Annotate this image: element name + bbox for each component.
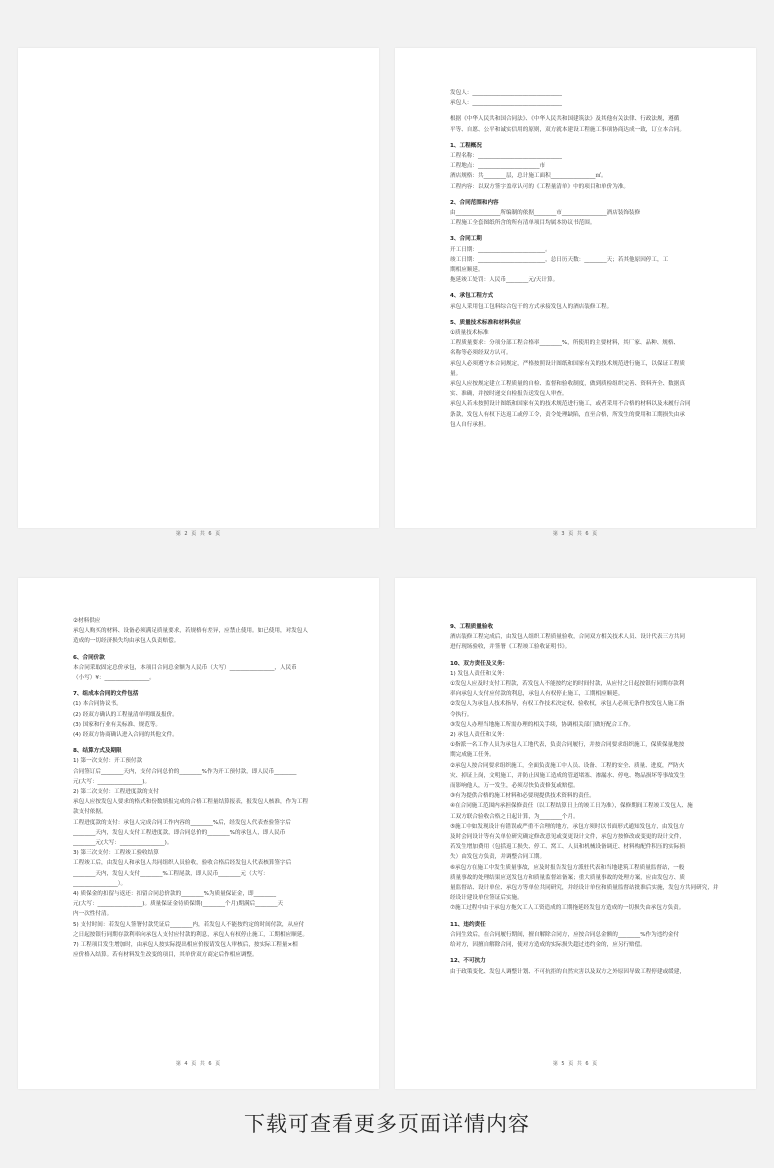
text-line: 进行现场验收，并签署《工程竣工验收证明书》。 [450, 644, 571, 651]
text-line: 工程名称：______________________________ [450, 153, 562, 160]
text-line: (3) 国家和行业有关标准、规范等。 [73, 721, 162, 728]
text-line: （小写）¥：________________。 [73, 675, 155, 682]
text-line: (4) 经双方协商确认进入合同的其他文件。 [73, 732, 178, 739]
text-line: ①发包人应及时支付工程款，若发包人不能按约定的时间付款，从应付之日起按银行同期存款利 [450, 681, 685, 688]
text-line: 失）由发包方负责，并调整合同工期。 [450, 854, 546, 861]
text-line: 令执行。 [450, 711, 473, 718]
text-line: 平等、自愿、公平和诚实信用的原则，双方就本建设工程施工事项协商达成一致，订立本合同。 [450, 126, 685, 133]
text-line: 4) 质保金的扣留与返还：扣留合同总价款的________%为质量保证金，即________ [73, 891, 277, 898]
text-line: ________元(大写：________________)。 [73, 840, 173, 847]
text-line: 本合同采取固定总价承包，本项目合同总金额为人民币（大写）________________，人民币 [73, 664, 297, 671]
text-line: ________天内，发包人支付________%工程尾款，即人民币________元（大写： [73, 870, 269, 877]
text-line: 给对方，因擅自解除合同，使对方造成的实际损失超过违约金的，应另行赔偿。 [450, 942, 646, 949]
section-heading: 4、承包工程方式 [450, 293, 494, 300]
text-line: 3) 第三次支付：工程竣工验收结算 [73, 850, 159, 857]
text-line: 承包人购买的材料、设备必须满足质量要求，若规格有差异，应禁止使用。如已使用，对发包人 [73, 628, 308, 635]
text-line: 及时会同设计等有关单位研究确定修改意见或变更设计文件，承包方按修改或变更的设计文件， [450, 834, 685, 841]
page-content [450, 616, 728, 977]
text-line: 元(大写：________________)。 [73, 778, 151, 785]
page-footer: 第 3 页 共 6 页 [552, 531, 599, 537]
page-footer: 第 2 页 共 6 页 [175, 531, 222, 537]
text-line: 承包人应按发包人要求的格式和份数填报完成的合格工程量结算报表，报发包人核准，作为工程 [73, 799, 308, 806]
text-line: 内一次性付清。 [73, 911, 113, 918]
text-line: 经设计建设单位签证后实施。 [450, 895, 523, 902]
text-line: ②承包人按合同要求组织施工，全面负责施工中人员、设备、工程的安全、质量、进度，严防火 [450, 762, 685, 769]
section-heading: 9、工程质量验收 [450, 624, 494, 630]
text-line: 量监督站、设计单位、承包方等单位共同研究，并经设计单位和质量监督站批准后实施，发包方共同研究，并 [450, 885, 719, 892]
text-line: 根据《中华人民共和国合同法》、《中华人民共和国建筑法》及其他有关法律、行政法规，遵循 [450, 116, 680, 123]
text-line: 酒店装修工程完成后，由发包人组织工程质量验收，合同双方相关技术人员、设计代表三方共同 [450, 634, 685, 641]
text-line: 而影响他人，万一发生，必须尽快负责修复或赔偿。 [450, 783, 579, 790]
text-line: 量。 [450, 370, 462, 377]
text-line: 开工日期：________________________。 [450, 246, 551, 253]
page-footer: 第 5 页 共 6 页 [552, 1061, 599, 1067]
section-heading: 6、合同价款 [73, 654, 105, 661]
text-line: ②发包人为承包人技术指导，有权工作技术决定权、验收权，承包人必须无条件按发包人施工指 [450, 701, 685, 708]
text-line: (2) 经双方确认的工程量清单明细及报价。 [73, 711, 178, 718]
section-heading: 10、双方责任及义务： [450, 660, 509, 667]
text-line: 造成的一切经济损失均由承包人负责赔偿。 [73, 638, 180, 645]
section-heading: 3、合同工期 [450, 236, 482, 243]
text-line: 元(大写：________________)。质量保证金待质保期(________个月)期满后________天 [73, 901, 284, 908]
download-caption[interactable]: 下载可查看更多页面详情内容 [244, 1112, 530, 1136]
text-line: 条款，发包人有权下达返工或停工令，责令处理缺陷，直至合格，所发生的费用和工期损失由承 [450, 411, 685, 418]
text-line: 5) 支付时间：若发包人签署付款凭证后________内，若发包人不能按约定的时间付款，从应付 [73, 921, 305, 928]
document-page-4 [18, 578, 379, 1089]
text-line: 1) 发包人责任和义务： [450, 670, 508, 677]
text-line: 期完成施工任务。 [450, 752, 495, 759]
text-line: 由________________所编制的依据________市________________酒店装饰装修 [450, 210, 641, 217]
text-line: 工程质量要求：分项分部工程合格率________%，所使用的主要材料，其厂家、品种、规格、 [450, 340, 680, 347]
text-line: ⑦施工过程中由于承包方拖欠工人工资造成的工期拖延经发包方造成的一切损失由承包方负责。 [450, 905, 685, 912]
text-line: 包人自行承担。 [450, 421, 490, 428]
text-line: 工程地点：______________________市 [450, 163, 546, 170]
text-line: (1) 本合同协议书。 [73, 701, 122, 708]
section-heading: 2、合同范围和内容 [450, 199, 499, 206]
text-line: 由于政策变化、发包人调整计划、不可抗拒的自然灾害以及双方之外原因导致工程停建或缓建， [450, 968, 685, 975]
text-line: 合同生效后，在合同履行期间，擅自解除合同方，应按合同总金额的________%作为违约金付 [450, 931, 680, 938]
document-page-3 [395, 48, 756, 537]
text-line: 承包人应按规定建立工程质量的自检、监督和验收制度，做到质检组织完善、资料齐全、数据真 [450, 381, 685, 388]
text-line: 质量事故的处理结果应送发包方和质量监督站备案；重大质量事故的处理方案，应由发包方、质 [450, 874, 685, 881]
text-line: 7) 工程项目发生增加时，由承包人按实际提出相应价报请发包人审核后，按实际工程量×相 [73, 942, 298, 949]
text-line: 款支付依据。 [73, 809, 107, 816]
text-line: 率向承包人支付应付款的利息，承包人有权停止施工，工期相应顺延。 [450, 691, 624, 698]
text-line: 之日起按银行同期存款利率向承包人支付应付款的利息，承包人有权停止施工，工期相应顺延。 [73, 931, 308, 938]
text-line: 若发生增加费用（包括返工损失、停工、窝工、人员和机械设备调迁、材料构配件积压的实际损 [450, 844, 685, 851]
section-heading: 12、不可抗力 [450, 958, 486, 965]
text-line: 承包人采用包工包料综合包干的方式承接发包人的酒店装修工程。 [450, 303, 613, 310]
text-line: ________________）。 [73, 880, 127, 887]
page-content [73, 616, 351, 961]
text-line: ①指派一名工作人员为承包人工地代表，负责合同履行，并按合同要求组织施工，保质保量地按 [450, 742, 685, 749]
text-line: 酒店规格：共________层，总计施工面积________________㎡。 [450, 173, 607, 180]
text-line: 承包人若未按照设计图纸和国家有关的技术规范进行施工，或者采用不合格的材料以及未履行合同 [450, 401, 691, 408]
section-heading: 5、质量技术标准和材料供应 [450, 319, 522, 326]
section-heading: 11、违约责任 [450, 921, 486, 928]
text-line: 灾、掉证上岗，文明施工，并防止因施工造成的管道堵塞、渗漏水、停电、物品损坏等事故发生 [450, 772, 685, 779]
text-line: 承包人必须遵守本合同规定，严格按照设计图纸和国家有关的技术规范进行施工，以保证工程质 [450, 360, 685, 367]
text-line: ________天内，发包人支付工程进度款，即合同总价的________%的承包人，即人民币 [73, 829, 286, 836]
text-line: ⑤施工中如发现设计有错误或严重不合理的地方，承包方须时以书面形式通知发包方，由发包方 [450, 823, 685, 830]
document-page-5 [395, 578, 756, 1089]
text-line: 承包人：________________________________ [450, 100, 562, 107]
text-line: 工程进度款的支付：承包人完成合同工作内容的________%后，经发包人代表查验签字后 [73, 819, 291, 826]
section-heading: 1、工程概况 [450, 142, 482, 149]
text-line: ③有为提供合格的施工材料和必要现提供技术资料的责任。 [450, 793, 595, 800]
text-line: 1) 第一次支付：开工预付款 [73, 758, 143, 765]
text-line: 拖延竣工处罚：人民币________元/天计算。 [450, 277, 559, 284]
text-line: 名称等必须经双方认可。 [450, 350, 512, 357]
text-line: ⑥承包方在施工中发生质量事故，应及时报告发包方派驻代表和当地建筑工程质量监督站，一般 [450, 864, 685, 871]
text-line: 2) 第二次支付：工程进度款的支付 [73, 789, 159, 796]
text-line: ④在合同施工范围内承担保修责任（以工程结算日上的竣工日为准），保修期间工程竣工发包人、施 [450, 803, 693, 810]
document-page-2 [18, 48, 379, 537]
text-line: 工程内容：以双方签字盖章认可的《工程量清单》中的项目和单价为准。 [450, 183, 630, 190]
text-line: 工程施工全套图纸所含的所有清单项目均属本协议书范围。 [450, 220, 596, 227]
text-line: 合同签订后________天内，支付合同总价的________%作为开工预付款，即人民币________ [73, 768, 297, 775]
page-footer: 第 4 页 共 6 页 [175, 1061, 222, 1067]
section-heading: 8、结算方式及期限 [73, 748, 122, 755]
page-content [450, 88, 728, 430]
text-line: 应价格入结算。若有材料发生改变的项目，其单价双方商定后作相应调整。 [73, 952, 258, 959]
text-line: 期相应顺延。 [450, 267, 484, 274]
section-heading: 7、组成本合同的文件包括 [73, 691, 139, 698]
text-line: 发包人：________________________________ [450, 90, 562, 96]
text-line: 竣工日期：________________________，总日历天数：________天；若其他原因停工，工 [450, 256, 669, 263]
text-line: ①质量技术标准 [450, 330, 489, 337]
text-line: 实、准确，并按时递交自检报告送发包人审查。 [450, 391, 568, 398]
text-line: ②材料供应 [73, 618, 101, 624]
text-line: 工程竣工后，由发包人和承包人共同组织人员验收，验收合格后经发包人代表核算签字后 [73, 860, 292, 867]
text-line: ③发包人办理当地施工所需办理的相关手续，协调相关部门做好配合工作。 [450, 721, 635, 728]
text-line: 工双方联合验收合格之日起计算，为________个月。 [450, 813, 579, 820]
text-line: 2) 承包人责任和义务： [450, 732, 508, 739]
